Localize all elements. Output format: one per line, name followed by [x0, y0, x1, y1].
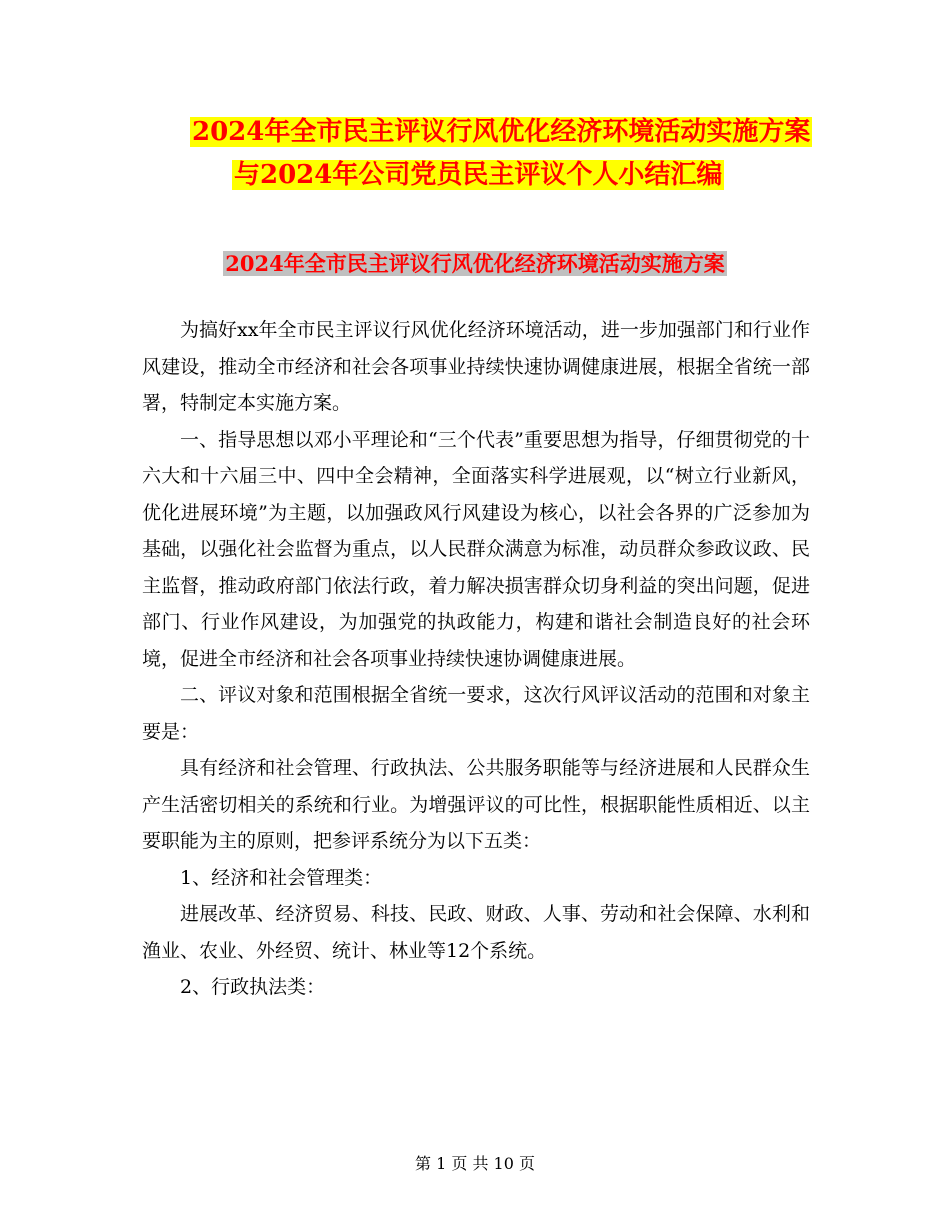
- section-title-text: 2024年全市民主评议行风优化经济环境活动实施方案: [225, 251, 725, 276]
- document-title-line-1: [190, 112, 950, 152]
- paragraph-category-1: 1、经济和社会管理类：: [180, 866, 383, 889]
- title-line-2-text: 与2024年公司党员民主评议个人小结汇编: [234, 160, 723, 190]
- title-line-1-text: 2024年全市民主评议行风优化经济环境活动实施方案: [192, 117, 811, 147]
- paragraph-scope: 二、评议对象和范围根据全省统一要求，这次行风评议活动的范围和对象主要是：: [142, 684, 810, 743]
- paragraph-category-1-detail: 进展改革、经济贸易、科技、民政、财政、人事、劳动和社会保障、水利和渔业、农业、外经贸、统计、林业等12个系统。: [142, 903, 810, 962]
- page-footer: 第 1 页 共 10 页: [415, 1154, 535, 1173]
- paragraph-guiding-ideology: 一、指导思想以邓小平理论和“三个代表”重要思想为指导，仔细贯彻党的十六大和十六届三中、四中全会精神，全面落实科学进展观，以“树立行业新风，优化进展环境”为主题，以加强政风行风建设为核心，以社会各界的广泛参加为基础，以强化社会监督为重点，以人民群众满意为标准，动员群众参政议政、民主监督，推动政府部门依法行政，着力解决损害群众切身利益的突出问题，促进部门、行业作风建设，为加强党的执政能力，构建和谐社会制造良好的社会环境，促进全市经济和社会各项事业持续快速协调健康进展。: [142, 428, 810, 670]
- document-body: [142, 312, 810, 1006]
- document-title-line-2: [232, 155, 950, 195]
- paragraph-category-2: 2、行政执法类：: [180, 976, 326, 998]
- paragraph-scope-detail: 具有经济和社会管理、行政执法、公共服务职能等与经济进展和人民群众生产生活密切相关的系统和行业。为增强评议的可比性，根据职能性质相近、以主要职能为主的原则，把参评系统分为以下五类：: [142, 757, 810, 852]
- section-title: [0, 246, 950, 282]
- paragraph-intro: 为搞好xx年全市民主评议行风优化经济环境活动，进一步加强部门和行业作风建设，推动全市经济和社会各项事业持续快速协调健康进展，根据全省统一部署，特制定本实施方案。: [142, 319, 810, 414]
